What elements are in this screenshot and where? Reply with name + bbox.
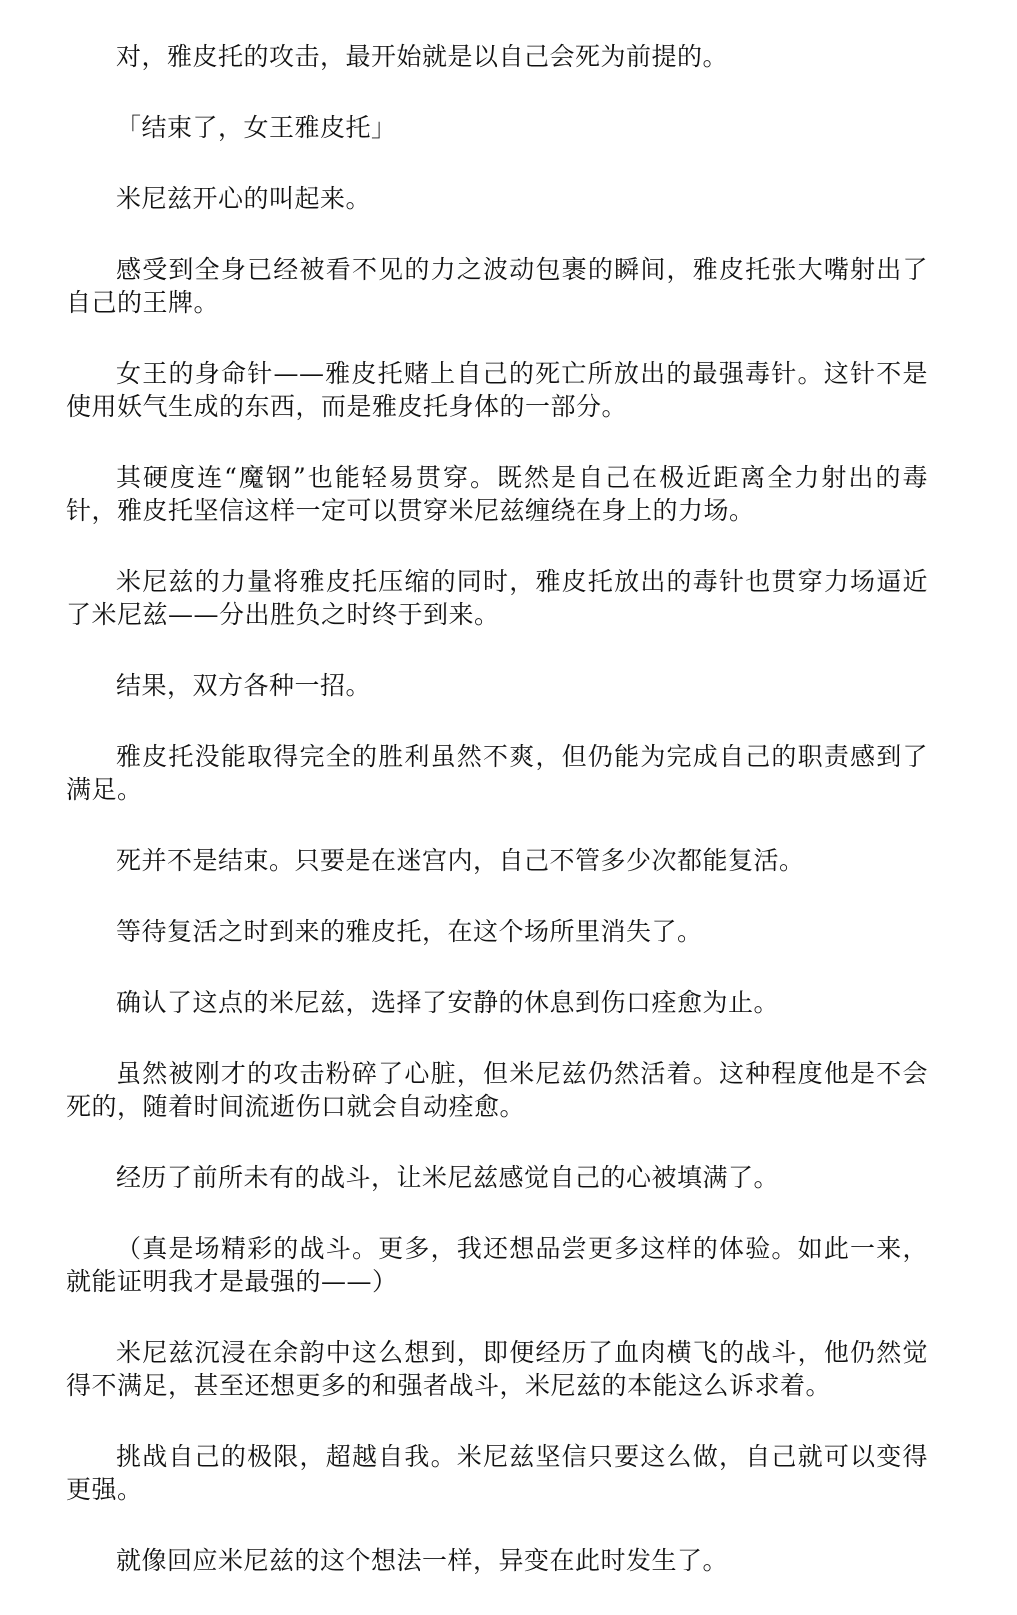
paragraph: 其硬度连“魔钢”也能轻易贯穿。既然是自己在极近距离全力射出的毒针，雅皮托坚信这样一定可以贯穿米尼兹缠绕在身上的力场。 — [66, 463, 928, 525]
paragraph: 挑战自己的极限，超越自我。米尼兹坚信只要这么做，自己就可以变得更强。 — [66, 1442, 928, 1504]
paragraph: 米尼兹的力量将雅皮托压缩的同时，雅皮托放出的毒针也贯穿力场逼近了米尼兹——分出胜负之时终于到来。 — [66, 567, 928, 629]
paragraph: 「结束了，女王雅皮托」 — [116, 113, 397, 142]
paragraph: 等待复活之时到来的雅皮托，在这个场所里消失了。 — [116, 917, 703, 946]
paragraph: 米尼兹沉浸在余韵中这么想到，即便经历了血肉横飞的战斗，他仍然觉得不满足，甚至还想更多的和强者战斗，米尼兹的本能这么诉求着。 — [66, 1338, 928, 1400]
paragraph: 感受到全身已经被看不见的力之波动包裹的瞬间，雅皮托张大嘴射出了自己的王牌。 — [66, 255, 928, 317]
paragraph: 确认了这点的米尼兹，选择了安静的休息到伤口痊愈为止。 — [116, 988, 780, 1017]
paragraph: 虽然被刚才的攻击粉碎了心脏，但米尼兹仍然活着。这种程度他是不会死的，随着时间流逝伤口就会自动痊愈。 — [66, 1059, 928, 1121]
paragraph: 经历了前所未有的战斗，让米尼兹感觉自己的心被填满了。 — [116, 1163, 780, 1192]
paragraph: （真是场精彩的战斗。更多，我还想品尝更多这样的体验。如此一来，就能证明我才是最强的——） — [66, 1234, 928, 1296]
paragraph: 女王的身命针——雅皮托赌上自己的死亡所放出的最强毒针。这针不是使用妖气生成的东西，而是雅皮托身体的一部分。 — [66, 359, 928, 421]
document-page — [66, 40, 928, 1615]
paragraph: 结果，双方各种一招。 — [116, 671, 372, 700]
paragraph: 雅皮托没能取得完全的胜利虽然不爽，但仍能为完成自己的职责感到了满足。 — [66, 742, 928, 804]
paragraph: 米尼兹开心的叫起来。 — [116, 184, 372, 213]
paragraph: 对，雅皮托的攻击，最开始就是以自己会死为前提的。 — [116, 42, 729, 71]
paragraph: 就像回应米尼兹的这个想法一样，异变在此时发生了。 — [116, 1546, 729, 1575]
paragraph: 死并不是结束。只要是在迷宫内，自己不管多少次都能复活。 — [116, 846, 805, 875]
